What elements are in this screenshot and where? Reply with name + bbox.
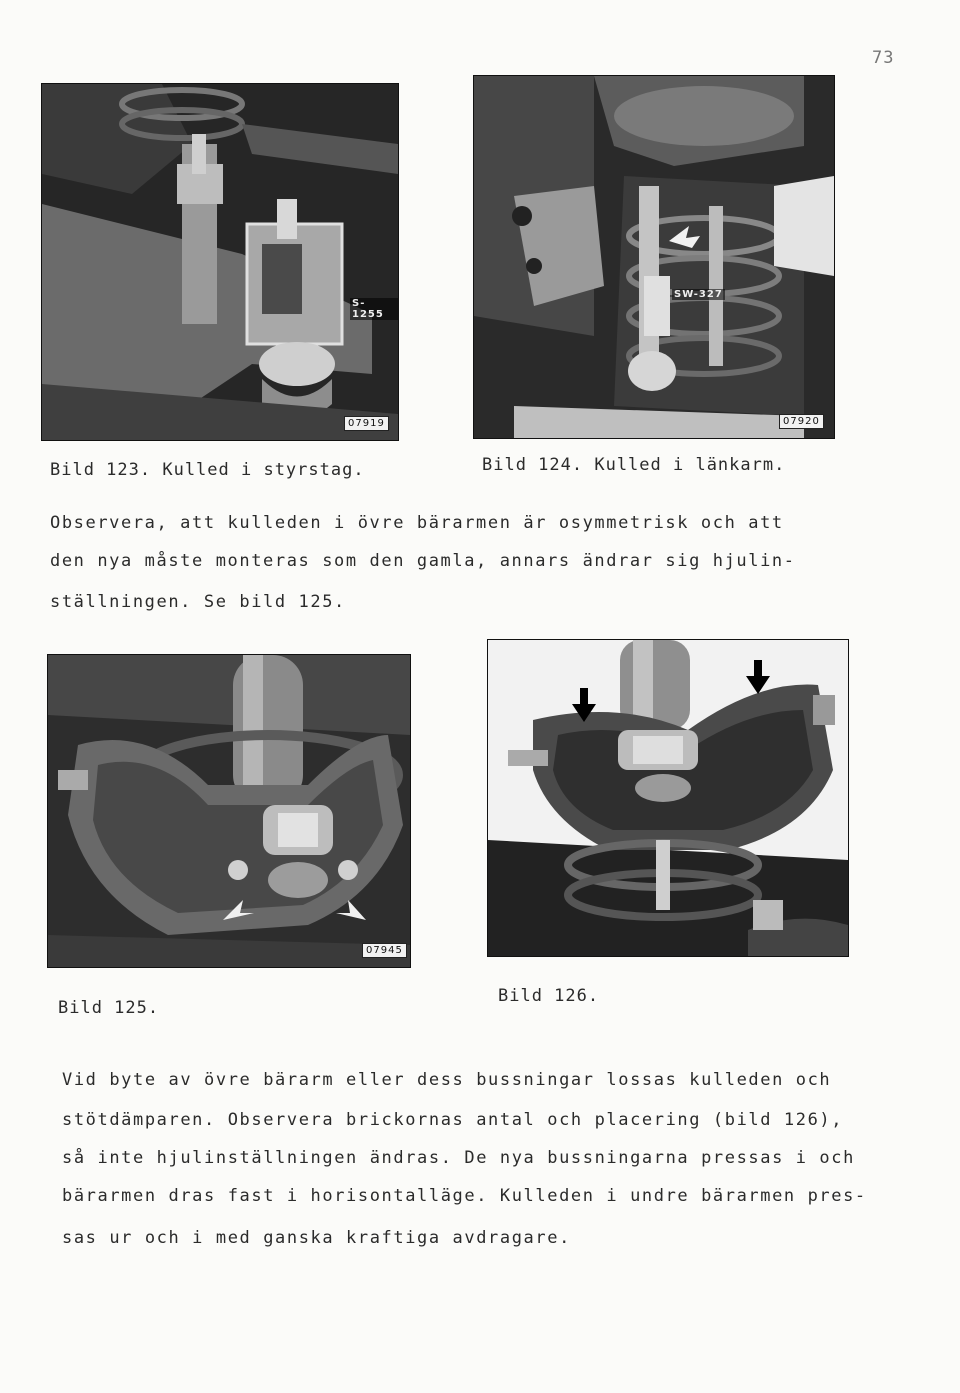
photo-bild-125 bbox=[48, 655, 410, 967]
photo-bild-126 bbox=[488, 640, 848, 956]
paragraph-2-line-2: stötdämparen. Observera brickornas antal och placering (bild 126), bbox=[62, 1110, 844, 1130]
paragraph-2-line-3: så inte hjulinställningen ändras. De nya bussningarna pressas i och bbox=[62, 1148, 855, 1168]
caption-bild-123: Bild 123. Kulled i styrstag. bbox=[50, 460, 365, 480]
paragraph-2-line-5: sas ur och i med ganska kraftiga avdragare. bbox=[62, 1228, 571, 1248]
tool-label-sw327: SW-327 bbox=[674, 289, 723, 300]
caption-bild-125: Bild 125. bbox=[58, 998, 160, 1018]
caption-bild-126: Bild 126. bbox=[498, 986, 600, 1006]
photo-code-07945: 07945 bbox=[362, 943, 407, 958]
photo-bild-123 bbox=[42, 84, 398, 440]
tool-label-s1255: S-1255 bbox=[350, 298, 398, 320]
paragraph-2-line-1: Vid byte av övre bärarm eller dess bussningar lossas kulleden och bbox=[62, 1070, 832, 1090]
paragraph-1-line-1: Observera, att kulleden i övre bärarmen är osymmetrisk och att bbox=[50, 513, 784, 533]
page-number: 73 bbox=[872, 48, 895, 68]
paragraph-2-line-4: bärarmen dras fast i horisontalläge. Kulleden i undre bärarmen pres- bbox=[62, 1186, 867, 1206]
paragraph-1-line-2: den nya måste monteras som den gamla, annars ändrar sig hjulin- bbox=[50, 551, 796, 571]
caption-bild-124: Bild 124. Kulled i länkarm. bbox=[482, 455, 786, 475]
photo-bild-124 bbox=[474, 76, 834, 438]
photo-code-07919: 07919 bbox=[344, 416, 389, 431]
paragraph-1-line-3: ställningen. Se bild 125. bbox=[50, 592, 346, 612]
photo-code-07920: 07920 bbox=[779, 414, 824, 429]
